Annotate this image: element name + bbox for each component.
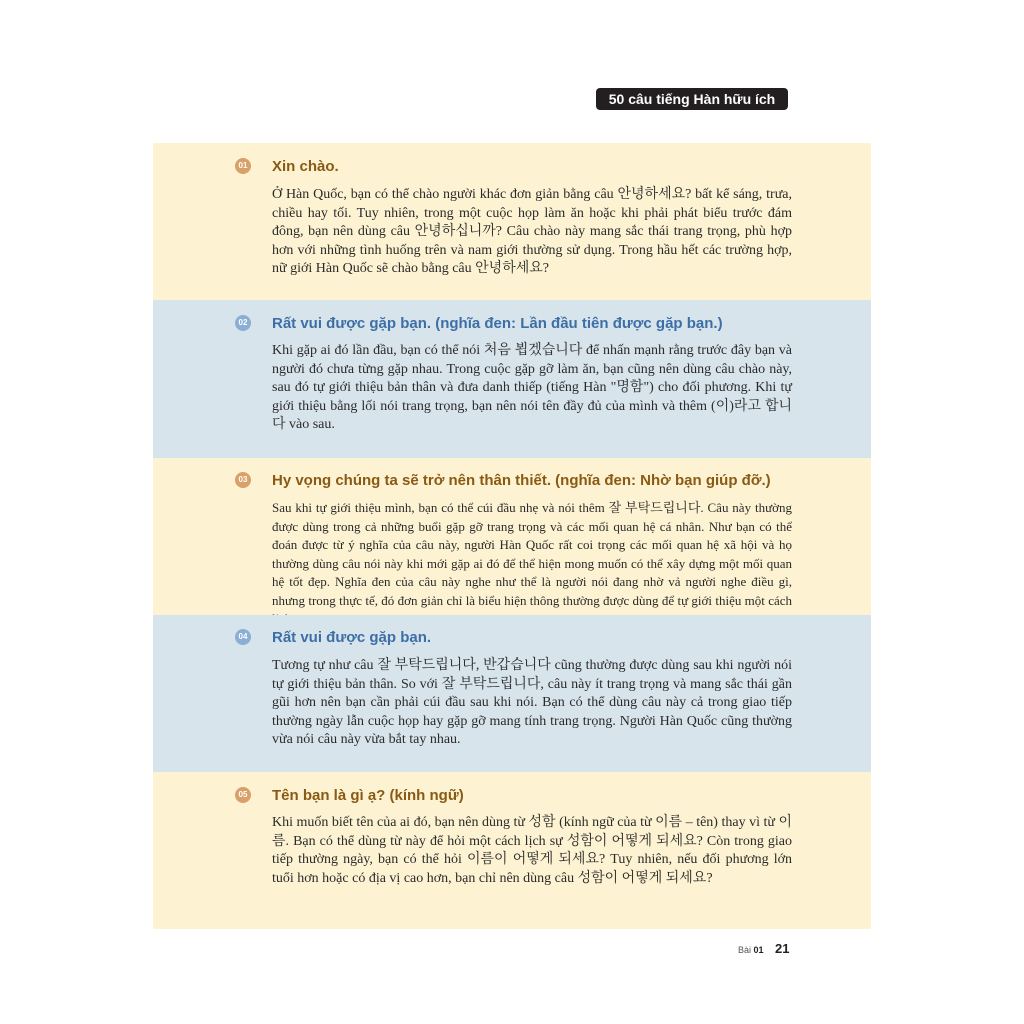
section-title: Hy vọng chúng ta sẽ trở nên thân thiết. (nghĩa đen: Nhờ bạn giúp đỡ.) — [272, 472, 771, 489]
section-title: Rất vui được gặp bạn. (nghĩa đen: Lần đầu tiên được gặp bạn.) — [272, 315, 723, 332]
book-title-badge: 50 câu tiếng Hàn hữu ích — [596, 88, 788, 110]
section-title: Rất vui được gặp bạn. — [272, 629, 432, 646]
section-number-badge: 05 — [235, 787, 251, 803]
phrase-section-03 — [153, 458, 871, 615]
section-title: Xin chào. — [272, 158, 339, 175]
section-number-badge: 04 — [235, 629, 251, 645]
section-number-badge: 03 — [235, 472, 251, 488]
section-body: Tương tự như câu 잘 부탁드립니다, 반갑습니다 cũng thường được dùng sau khi người nói tự giới thiệu bản thân. So với 잘 부탁드립니다, câu này ít trang trọng và mang sắc thái gần gũi hơn nên bạn cần phải cúi đầu sau khi nói. Bạn có thể dùng câu này cả trong giao tiếp thường ngày lẫn cuộc họp hay gặp gỡ mang tính trang trọng. Người Hàn Quốc cũng thường vừa nói câu này vừa bắt tay nhau. — [272, 658, 792, 747]
phrase-section-01 — [153, 143, 871, 300]
section-body: Khi muốn biết tên của ai đó, bạn nên dùng từ 성함 (kính ngữ của từ 이름 – tên) thay vì từ 이름. Bạn có thể dùng từ này để hỏi một cách lịch sự 성함이 어떻게 되세요? Còn trong giao tiếp thường ngày, bạn có thể hỏi 이름이 어떻게 되세요? Tuy nhiên, nếu đối phương lớn tuổi hơn hoặc có địa vị cao hơn, bạn chỉ nên dùng câu 성함이 어떻게 되세요? — [272, 815, 792, 886]
section-title: Tên bạn là gì ạ? (kính ngữ) — [272, 787, 464, 804]
phrase-section-02 — [153, 300, 871, 458]
section-body: Ở Hàn Quốc, bạn có thể chào người khác đơn giản bằng câu 안녕하세요? bất kể sáng, trưa, chiều hay tối. Tuy nhiên, trong một cuộc họp làm ăn hoặc khi phải phát biểu trước đám đông, bạn nên dùng câu 안녕하십니까? Câu chào này mang sắc thái trang trọng, phù hợp hơn với những tình huống trên và nam giới thường sử dụng. Trong hầu hết các trường hợp, nữ giới Hàn Quốc sẽ chào bằng câu 안녕하세요? — [272, 187, 792, 276]
section-body: Sau khi tự giới thiệu mình, bạn có thể cúi đầu nhẹ và nói thêm 잘 부탁드립니다. Câu này thường được dùng trong cả những buổi gặp gỡ trang trọng và các mối quan hệ cá nhân. Như bạn có thể đoán được từ ý nghĩa của câu này, người Hàn Quốc rất coi trọng các mối quan hệ xã hội và họ thường dùng câu nói này khi mới gặp ai đó để thể hiện mong muốn có thể xây dựng một mối quan hệ tốt đẹp. Nghĩa đen của câu này nghe như thể là người nói đang nhờ vả người nghe điều gì, nhưng trong thực tế, đó đơn giản chỉ là biểu hiện thông thường được dùng để tự giới thiệu một cách — [272, 500, 792, 608]
lesson-label-text: Bài — [738, 945, 752, 955]
section-body: Khi gặp ai đó lần đầu, bạn có thể nói 처음 뵙겠습니다 để nhấn mạnh rằng trước đây bạn và người đó chưa từng gặp nhau. Trong cuộc gặp gỡ làm ăn, bạn cũng nên dùng câu chào này, sau đó tự giới thiệu bản thân và đưa danh thiếp (tiếng Hàn "명함") cho đối phương. Khi tự giới thiệu bằng lối nói trang trọng, bạn nên nói tên đầy đủ của mình và thêm (이)라고 합니다 vào sau. — [272, 343, 792, 432]
lesson-number: 01 — [753, 945, 764, 955]
page-number: 21 — [775, 941, 790, 956]
section-number-badge: 01 — [235, 158, 251, 174]
lesson-label — [738, 945, 764, 955]
phrase-section-04 — [153, 615, 871, 772]
section-number-badge: 02 — [235, 315, 251, 331]
phrase-section-05 — [153, 772, 871, 929]
